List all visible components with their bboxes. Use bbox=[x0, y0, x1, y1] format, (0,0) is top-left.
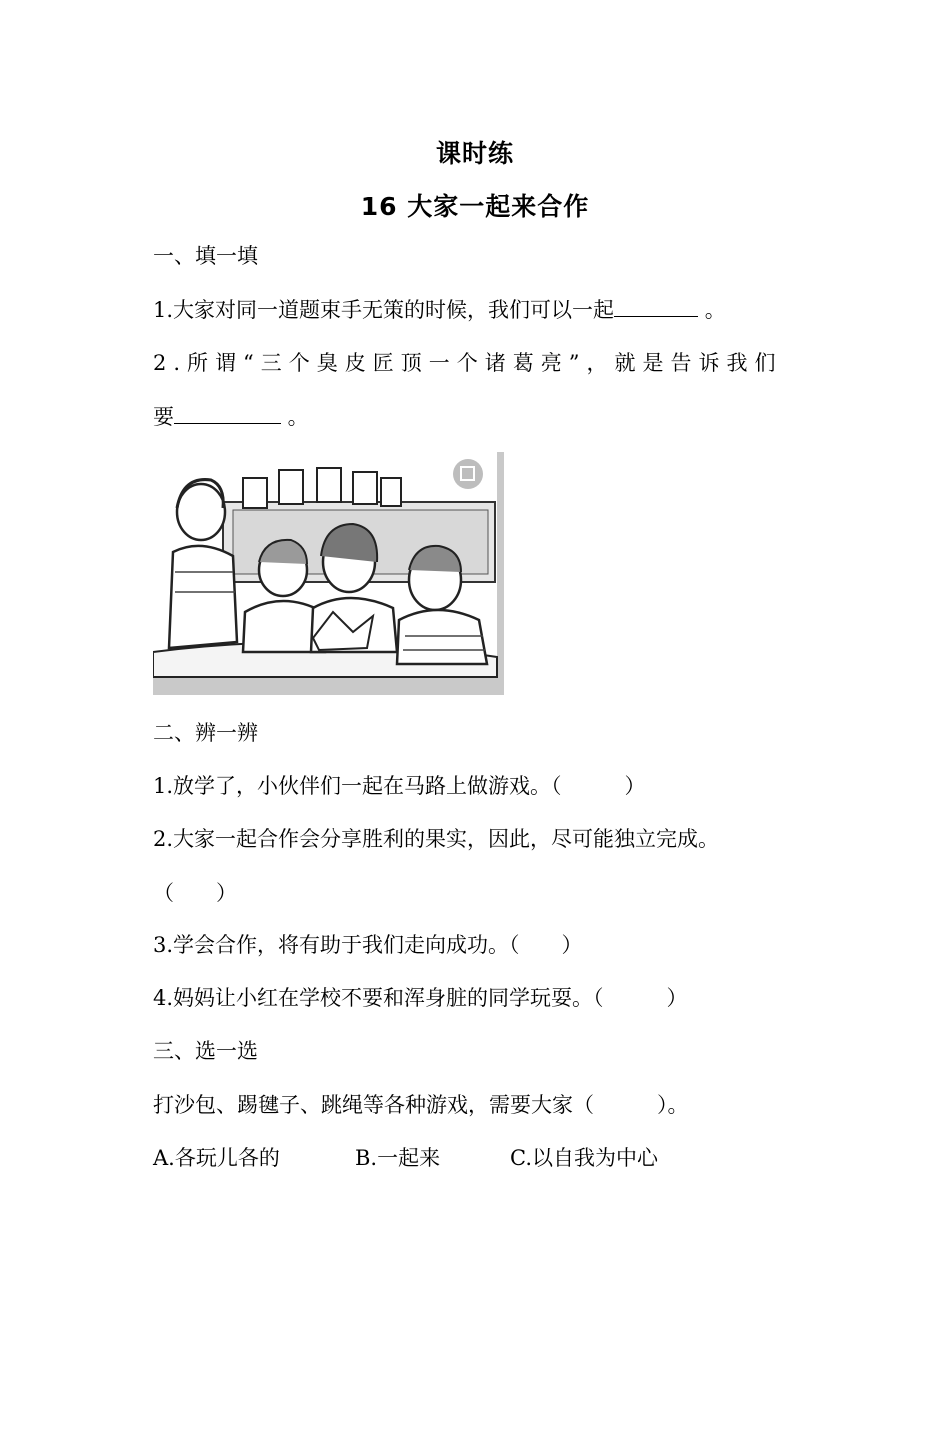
fill-question-2-line2 bbox=[153, 403, 309, 431]
children-working-together-drawing bbox=[153, 452, 504, 695]
expand-icon[interactable] bbox=[453, 459, 483, 489]
section-heading-choose: 三、选一选 bbox=[153, 1039, 258, 1063]
fill-question-2-end: 。 bbox=[281, 405, 309, 429]
fill-question-2: 2.所谓“三个臭皮匠顶一个诸葛亮”，就是告诉我们 bbox=[153, 351, 783, 375]
fill-question-1-text: 1.大家对同一道题束手无策的时候，我们可以一起 bbox=[153, 298, 615, 322]
answer-blank-2[interactable] bbox=[174, 403, 281, 424]
option-c[interactable]: C.以自我为中心 bbox=[510, 1146, 658, 1170]
judge-item-1: 1.放学了，小伙伴们一起在马路上做游戏。（ ） bbox=[153, 774, 646, 798]
section-heading-fill: 一、填一填 bbox=[153, 244, 258, 268]
cooperation-illustration bbox=[153, 452, 504, 695]
judge-item-2-paren: （ ） bbox=[153, 881, 237, 905]
option-b[interactable]: B.一起来 bbox=[355, 1146, 441, 1170]
option-a[interactable]: A.各玩儿各的 bbox=[153, 1146, 280, 1170]
answer-blank-1[interactable] bbox=[614, 296, 698, 317]
fill-question-2-start: 要 bbox=[153, 405, 174, 429]
section-heading-judge: 二、辨一辨 bbox=[153, 721, 258, 745]
choose-options bbox=[153, 1144, 658, 1172]
judge-item-4: 4.妈妈让小红在学校不要和浑身脏的同学玩耍。（ ） bbox=[153, 986, 688, 1010]
lesson-title: 16 大家一起来合作 bbox=[360, 192, 590, 221]
fill-question-1 bbox=[153, 296, 726, 324]
choose-question: 打沙包、踢毽子、跳绳等各种游戏，需要大家（ ）。 bbox=[153, 1093, 689, 1117]
worksheet-title: 课时练 bbox=[435, 139, 514, 168]
fill-question-1-end: 。 bbox=[698, 298, 726, 322]
judge-item-2: 2.大家一起合作会分享胜利的果实，因此，尽可能独立完成。 bbox=[153, 827, 720, 851]
judge-item-3: 3.学会合作，将有助于我们走向成功。（ ） bbox=[153, 933, 583, 957]
